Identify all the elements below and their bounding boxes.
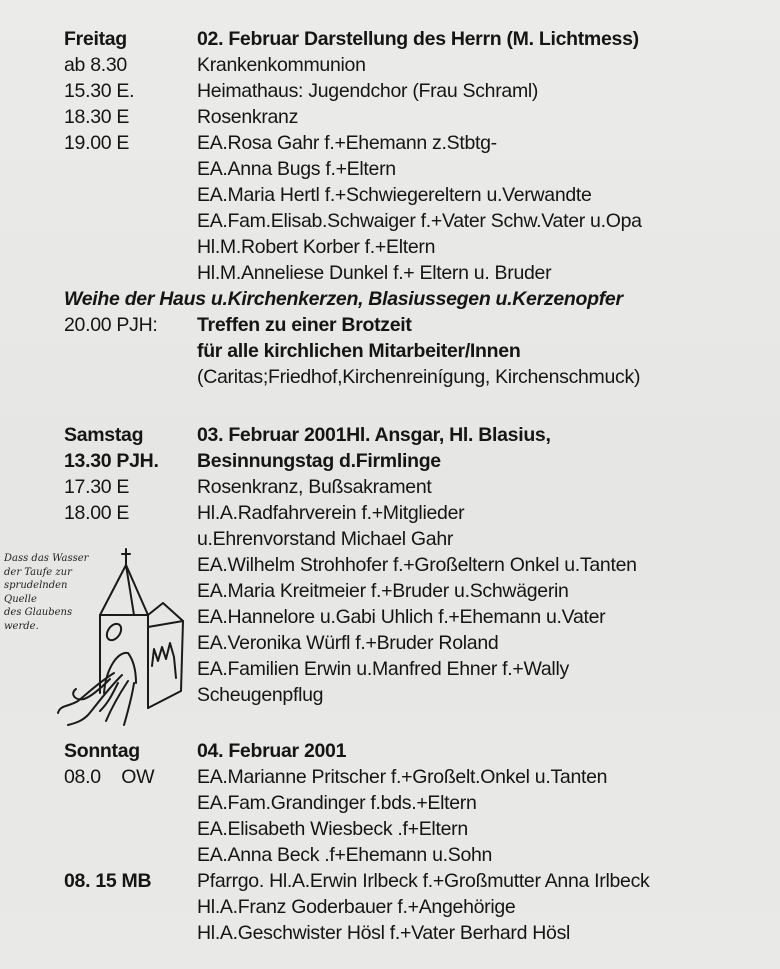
entry-text: EA.Maria Hertl f.+Schwiegereltern u.Verwandte — [197, 184, 592, 206]
entry-text: EA.Fam.Elisab.Schwaiger f.+Vater Schw.Vater u.Opa — [197, 210, 642, 232]
entry-text: EA.Veronika Würfl f.+Bruder Roland — [197, 632, 499, 654]
entry-time: 17.30 E — [64, 476, 130, 498]
caption-line: sprudelnden — [4, 580, 68, 591]
entry-text: EA.Hannelore u.Gabi Uhlich f.+Ehemann u.Vater — [197, 606, 606, 628]
day-label: Freitag — [64, 28, 127, 50]
entry-text: Treffen zu einer Brotzeit — [197, 314, 412, 336]
entry-text: Scheugenpflug — [197, 684, 324, 706]
caption-line: Quelle — [4, 593, 37, 605]
entry-text: EA.Marianne Pritscher f.+Großelt.Onkel u.Tanten — [197, 766, 608, 788]
entry-text: (Caritas;Friedhof,Kirchenreinígung, Kirchenschmuck) — [197, 366, 641, 388]
entry-text: Rosenkranz — [197, 106, 299, 128]
entry-text: für alle kirchlichen Mitarbeiter/Innen — [197, 340, 521, 362]
note-text: Weihe der Haus u.Kirchenkerzen, Blasiussegen u.Kerzenopfer — [64, 288, 623, 310]
entry-text: Besinnungstag d.Firmlinge — [197, 450, 441, 472]
day-title: 03. Februar 2001Hl. Ansgar, Hl. Blasius, — [197, 424, 551, 446]
entry-time: 13.30 PJH. — [64, 450, 159, 472]
entry-text: EA.Fam.Grandinger f.bds.+Eltern — [197, 792, 477, 814]
entry-time: 08. 15 MB — [64, 870, 152, 892]
entry-text: Hl.M.Anneliese Dunkel f.+ Eltern u. Bruder — [197, 262, 552, 284]
entry-text: EA.Rosa Gahr f.+Ehemann z.Stbtg- — [197, 132, 497, 154]
entry-text: Pfarrgo. Hl.A.Erwin Irlbeck f.+Großmutter Anna Irlbeck — [197, 870, 650, 892]
day-label: Samstag — [64, 424, 144, 446]
church-with-spring-icon — [48, 543, 188, 728]
entry-text: Krankenkommunion — [197, 54, 366, 76]
caption-line: der Taufe zur — [4, 566, 72, 578]
day-title: 04. Februar 2001 — [197, 740, 347, 762]
entry-time: 15.30 E. — [64, 80, 135, 102]
entry-text: EA.Anna Bugs f.+Eltern — [197, 158, 396, 180]
entry-time: 19.00 E — [64, 132, 130, 154]
day-label: Sonntag — [64, 740, 140, 762]
entry-text: Hl.A.Geschwister Hösl f.+Vater Berhard Hösl — [197, 922, 571, 944]
entry-time: 08.0 OW — [64, 766, 155, 788]
entry-text: Rosenkranz, Bußsakrament — [197, 476, 432, 498]
entry-text: Heimathaus: Jugendchor (Frau Schraml) — [197, 80, 539, 102]
caption-line: Dass das Wasser — [4, 553, 89, 564]
caption-line: werde. — [4, 620, 39, 632]
entry-text: u.Ehrenvorstand Michael Gahr — [197, 528, 454, 550]
entry-text: EA.Maria Kreitmeier f.+Bruder u.Schwägerin — [197, 580, 569, 602]
entry-text: Hl.M.Robert Korber f.+Eltern — [197, 236, 436, 258]
entry-time: 20.00 PJH: — [64, 314, 158, 336]
entry-time: ab 8.30 — [64, 54, 127, 76]
entry-text: EA.Familien Erwin u.Manfred Ehner f.+Wally — [197, 658, 569, 680]
entry-text: EA.Elisabeth Wiesbeck .f+Eltern — [197, 818, 468, 840]
entry-text: Hl.A.Franz Goderbauer f.+Angehörige — [197, 896, 516, 918]
entry-time: 18.30 E — [64, 106, 130, 128]
entry-text: Hl.A.Radfahrverein f.+Mitglieder — [197, 502, 465, 524]
entry-text: EA.Anna Beck .f+Ehemann u.Sohn — [197, 844, 493, 866]
caption-line: des Glaubens — [4, 607, 73, 618]
entry-time: 18.00 E — [64, 502, 130, 524]
day-title: 02. Februar Darstellung des Herrn (M. Lichtmess) — [197, 28, 639, 50]
entry-text: EA.Wilhelm Strohhofer f.+Großeltern Onkel u.Tanten — [197, 554, 637, 576]
